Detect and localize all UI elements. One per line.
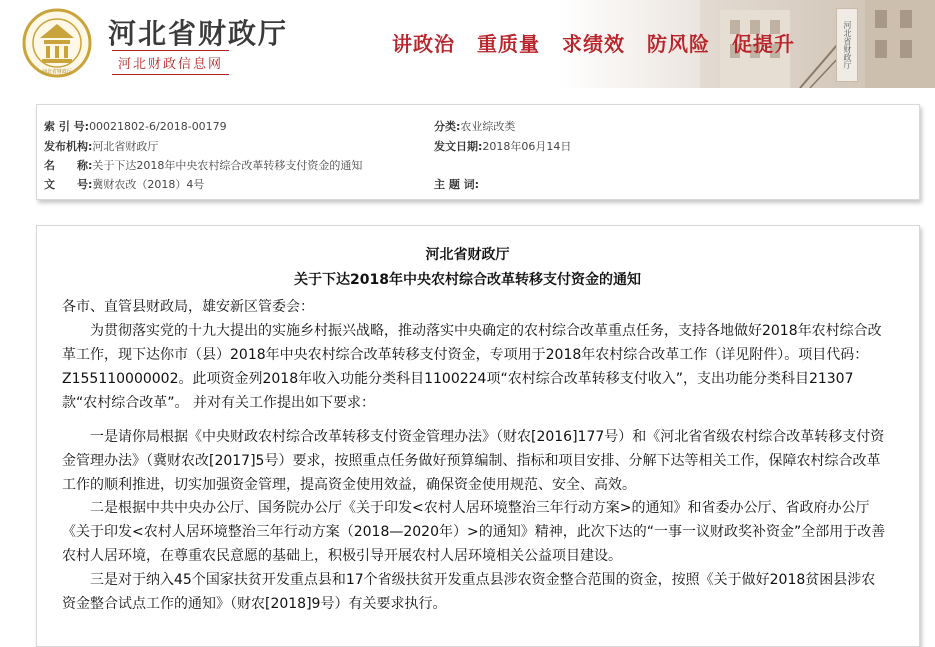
- meta-publisher: [44, 138, 158, 154]
- meta-publisher-label: 发布机构:: [44, 140, 93, 153]
- document-paragraph: 二是根据中共中央办公厅、国务院办公厅《关于印发<农村人居环境整治三年行动方案>的通知》和省委办公厅、省政府办公厅《关于印发<农村人居环境整治三年行动方案（2018—2020年）>的通知》精神，此次下达的“一事一议财政奖补资金”全部用于改善农村人居环境，在尊重农民意愿的基础上，积极引导开展农村人居环境相关公益项目建设。: [62, 500, 886, 564]
- meta-publisher-value: 河北省财政厅: [92, 140, 159, 153]
- slogan-item: 防风险: [647, 32, 710, 56]
- meta-subject: [434, 176, 479, 192]
- meta-name: [44, 157, 362, 173]
- meta-name-value: 关于下达2018年中央农村综合改革转移支付资金的通知: [92, 159, 363, 172]
- meta-category-value: 农业综改类: [460, 120, 516, 133]
- meta-index-label: 索 引 号:: [44, 120, 90, 133]
- document-title: 关于下达2018年中央农村综合改革转移支付资金的通知: [294, 272, 641, 288]
- slogan-item: 促提升: [732, 32, 795, 56]
- site-title[interactable]: 河北省财政厅: [108, 17, 289, 50]
- emblem-text: 河北省财政厅: [41, 69, 73, 75]
- meta-index-value: 00021802-6/2018-00179: [89, 120, 227, 133]
- slogan-bar: [392, 28, 795, 57]
- meta-category-label: 分类:: [434, 120, 461, 133]
- document-salutation: 各市、直管县财政局，雄安新区管委会：: [62, 299, 314, 315]
- meta-index: [44, 118, 227, 134]
- site-header: [0, 0, 935, 88]
- meta-docno-value: 冀财农改（2018）4号: [92, 178, 205, 191]
- document-paragraph: 一是请你局根据《中央财政农村综合改革转移支付资金管理办法》（财农[2016]177号）和《河北省省级农村综合改革转移支付资金管理办法》（冀财农改[2017]5号）要求，按照重点任务做好预算编制、指标和项目安排、分解下达等相关工作，保障农村综合改革工作的顺利推进，切实加强资金管理，提高资金使用效益，确保资金使用规范、安全、高效。: [62, 429, 885, 493]
- site-subtitle[interactable]: 河北财政信息网: [112, 50, 229, 75]
- document-paragraph: 三是对于纳入45个国家扶贫开发重点县和17个省级扶贫开发重点县涉农资金整合范围的资金，按照《关于做好2018贫困县涉农资金整合试点工作的通知》（财农[2018]9号）有关要求执行。: [62, 572, 876, 612]
- slogan-item: 求绩效: [562, 32, 625, 56]
- slogan-item: 讲政治: [392, 32, 455, 56]
- building-plaque: 河北省财政厅: [836, 8, 858, 82]
- meta-docno: [44, 176, 204, 192]
- meta-name-label: 名 称:: [44, 159, 93, 172]
- meta-date: [434, 138, 571, 154]
- meta-subject-label: 主 题 词:: [434, 178, 480, 191]
- meta-category: [434, 118, 515, 134]
- document-org: 河北省财政厅: [425, 247, 510, 263]
- slogan-item: 重质量: [477, 32, 540, 56]
- meta-docno-label: 文 号:: [44, 178, 93, 191]
- emblem-logo: [22, 8, 92, 78]
- meta-date-label: 发文日期:: [434, 140, 483, 153]
- meta-date-value: 2018年06月14日: [482, 140, 572, 153]
- document-paragraph: 为贯彻落实党的十九大提出的实施乡村振兴战略，推动落实中央确定的农村综合改革重点任务，支持各地做好2018年农村综合改革工作，现下达你市（县）2018年中央农村综合改革转移支付资金，专项用于2018年农村综合改革工作（详见附件）。项目代码：Z155110000002。此项资金列2018年收入功能分类科目1100224项“农村综合改革转移支付收入”，支出功能分类科目21307款“农村综合改革”。 并对有关工作提出如下要求：: [62, 323, 882, 411]
